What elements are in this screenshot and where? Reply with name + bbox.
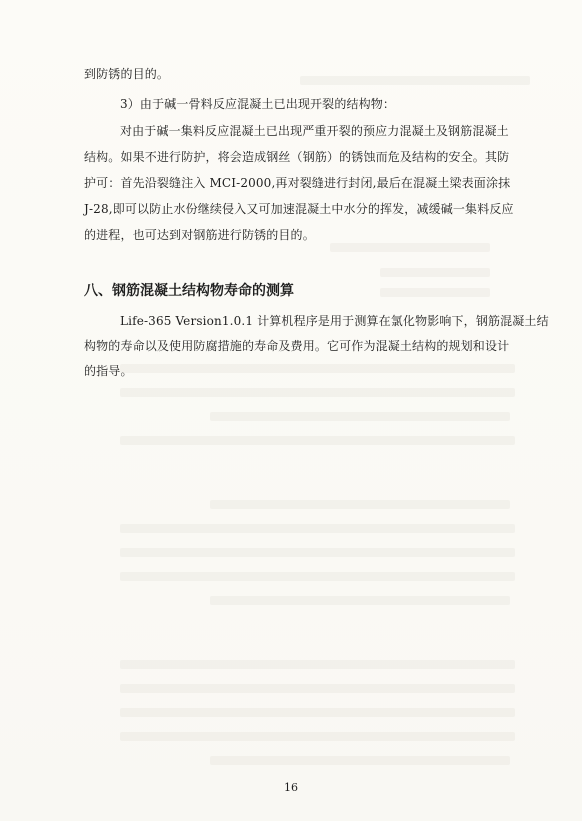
- bleed-through-mark: [210, 412, 510, 421]
- bleed-through-mark: [210, 756, 510, 765]
- bleed-through-mark: [330, 243, 490, 252]
- paragraph-line: J-28,即可以防止水份继续侵入又可加速混凝土中水分的挥发，减缓碱一集料反应: [84, 202, 514, 216]
- bleed-through-mark: [120, 660, 515, 669]
- paragraph-line: 护可：首先沿裂缝注入 MCI-2000,再对裂缝进行封闭,最后在混凝土梁表面涂抹: [84, 176, 511, 190]
- bleed-through-mark: [120, 732, 515, 741]
- paragraph-line: 对由于碱一集料反应混凝土已出现严重开裂的预应力混凝土及钢筋混凝土: [120, 124, 509, 138]
- section-heading: 八、钢筋混凝土结构物寿命的测算: [84, 283, 294, 299]
- bleed-through-mark: [120, 548, 515, 557]
- bleed-through-mark: [120, 524, 515, 533]
- paragraph-line: 结构。如果不进行防护，将会造成钢丝（钢筋）的锈蚀而危及结构的安全。其防: [84, 150, 510, 164]
- page-number: 16: [284, 781, 298, 794]
- bleed-through-mark: [120, 436, 515, 445]
- paragraph-line: 的进程，也可达到对钢筋进行防锈的目的。: [84, 228, 315, 242]
- bleed-through-mark: [120, 684, 515, 693]
- paragraph-line: 的指导。: [84, 364, 133, 378]
- paragraph-line: 构物的寿命以及使用防腐措施的寿命及费用。它可作为混凝土结构的规划和设计: [84, 339, 510, 353]
- bleed-through-mark: [210, 500, 510, 509]
- bleed-through-mark: [120, 388, 515, 397]
- bleed-through-mark: [210, 596, 510, 605]
- bleed-through-mark: [120, 572, 515, 581]
- bleed-through-mark: [120, 708, 515, 717]
- bleed-through-mark: [380, 268, 490, 277]
- list-item-heading: 3）由于碱一骨料反应混凝土已出现开裂的结构物：: [120, 97, 396, 111]
- paragraph-line: Life-365 Version1.0.1 计算机程序是用于测算在氯化物影响下，钢筋混凝土结: [120, 314, 549, 328]
- paragraph-line: 到防锈的目的。: [84, 67, 170, 81]
